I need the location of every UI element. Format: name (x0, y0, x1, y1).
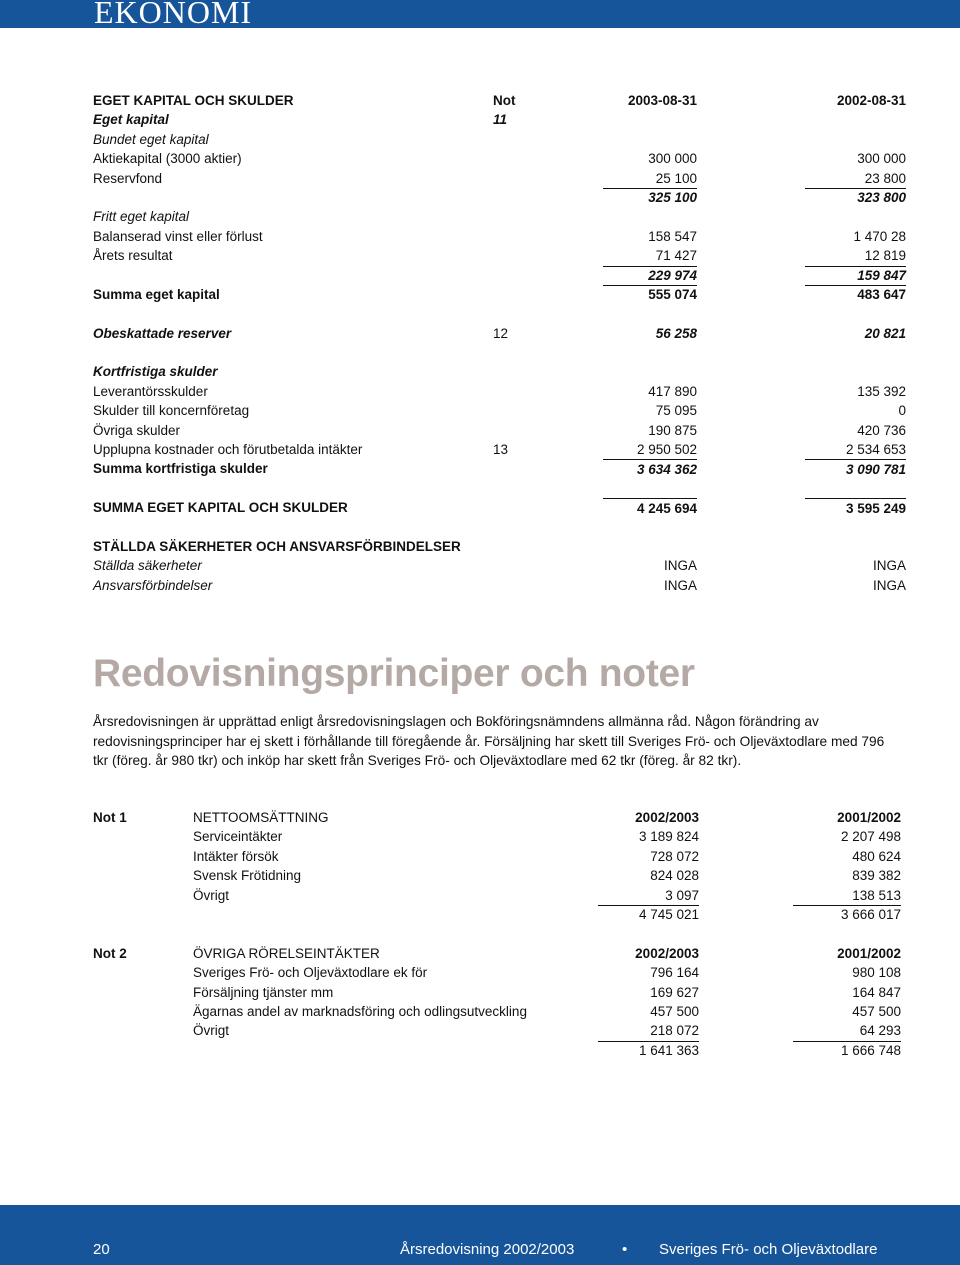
row-value-b: 839 382 (852, 868, 901, 884)
row-label: Övrigt (193, 1023, 230, 1039)
row-value-2003: 325 100 (648, 189, 697, 205)
row-value-b: 2 207 498 (840, 829, 901, 845)
note-total-row (93, 1041, 901, 1060)
row-note: 11 (493, 112, 508, 128)
row-value-2003: 4 245 694 (603, 498, 697, 518)
note-number: Not 2 (93, 945, 127, 961)
table-row (93, 246, 906, 265)
row-value-b: 480 624 (852, 848, 901, 864)
row-label: Leverantörsskulder (93, 383, 208, 399)
table-row (93, 169, 906, 188)
row-label: Balanserad vinst eller förlust (93, 228, 263, 244)
report-title: Årsredovisning 2002/2003 (400, 1241, 575, 1258)
table-row (93, 362, 906, 381)
row-value-2002: 20 821 (864, 325, 906, 341)
total-row (93, 459, 906, 478)
row-value-a: 169 627 (650, 984, 699, 1000)
row-value-2002: 2 534 653 (845, 442, 906, 458)
row-value-2002: 323 800 (857, 189, 906, 205)
row-label: Obeskattade reserver (93, 325, 232, 341)
row-value-2003: 56 258 (655, 325, 697, 341)
top-banner (0, 0, 960, 28)
note-row (93, 827, 901, 846)
row-label: Ansvarsförbindelser (93, 577, 213, 593)
subtotal-row (93, 266, 906, 285)
row-note: 12 (493, 325, 509, 341)
row-value-a: 218 072 (598, 1021, 699, 1041)
row-value-2002: INGA (872, 577, 906, 593)
row-label: Försäljning tjänster mm (193, 984, 334, 1000)
table-row (93, 440, 906, 459)
note-total-row (93, 905, 901, 924)
table-row (93, 556, 906, 575)
row-label: Serviceintäkter (193, 829, 283, 845)
row-value-2002: 159 847 (805, 266, 906, 286)
row-value-2002: 1 470 28 (853, 228, 906, 244)
row-label: STÄLLDA SÄKERHETER OCH ANSVARSFÖRBINDELSER (93, 538, 461, 554)
grand-total-row (93, 498, 906, 517)
row-value-a: 728 072 (650, 848, 699, 864)
row-value-2003: 71 427 (603, 246, 697, 266)
row-value-2002: 300 000 (857, 151, 906, 167)
note-row (93, 1002, 901, 1021)
row-label: Ägarnas andel av marknadsföring och odlingsutveckling (193, 1003, 527, 1019)
note-row (93, 983, 901, 1002)
notes-section (93, 808, 901, 1060)
footer-bar (0, 1205, 960, 1265)
row-value-b: 980 108 (852, 965, 901, 981)
note-col-b: 2001/2002 (837, 810, 901, 825)
row-label: Övrigt (193, 887, 230, 903)
note-col-a: 2002/2003 (635, 945, 699, 961)
balance-sheet-table (93, 91, 906, 595)
row-value-b: 457 500 (852, 1003, 901, 1019)
note-row (93, 886, 901, 905)
total-value-b: 3 666 017 (840, 906, 901, 922)
table-row (93, 110, 906, 129)
row-value-b: 164 847 (852, 984, 901, 1000)
table-title: EGET KAPITAL OCH SKULDER (93, 93, 294, 108)
note-col-a: 2002/2003 (635, 810, 699, 825)
row-label: Eget kapital (93, 112, 169, 128)
note-header-row (93, 944, 901, 963)
note-row (93, 866, 901, 885)
note-row (93, 847, 901, 866)
row-value-2002: INGA (872, 558, 906, 574)
row-value-2003: 300 000 (648, 151, 697, 167)
principles-title: Redovisningsprinciper och noter (93, 652, 695, 695)
row-value-2002: 135 392 (857, 383, 906, 399)
row-value-2003: 190 875 (648, 422, 697, 438)
table-row (93, 401, 906, 420)
row-value-2002: 3 595 249 (805, 498, 906, 518)
bullet-separator: • (622, 1241, 628, 1258)
row-value-a: 3 097 (598, 886, 699, 906)
row-label: Ställda säkerheter (93, 558, 202, 574)
row-label: Årets resultat (93, 248, 173, 264)
table-header-row (93, 91, 906, 110)
row-label: Aktiekapital (3000 aktier) (93, 151, 242, 167)
row-label: Upplupna kostnader och förutbetalda intäkter (93, 442, 363, 458)
total-value-a: 1 641 363 (638, 1042, 699, 1058)
row-label: Fritt eget kapital (93, 209, 190, 225)
row-label: SUMMA EGET KAPITAL OCH SKULDER (93, 500, 348, 516)
table-row (93, 576, 906, 595)
note-heading: NETTOOMSÄTTNING (193, 810, 329, 825)
row-note: 13 (493, 442, 509, 458)
note-row (93, 1021, 901, 1040)
row-label: Skulder till koncernföretag (93, 403, 250, 419)
row-value-a: 796 164 (650, 965, 699, 981)
row-value-2003: 3 634 362 (603, 459, 697, 479)
row-label: Summa kortfristiga skulder (93, 461, 268, 477)
row-label: Intäkter försök (193, 848, 279, 864)
row-value-2003: INGA (663, 558, 697, 574)
section-heading: EKONOMI (94, 0, 253, 30)
total-row (93, 285, 906, 304)
table-row (93, 227, 906, 246)
row-value-2002: 0 (898, 403, 906, 419)
row-label: Svensk Frötidning (193, 868, 302, 884)
note-row (93, 963, 901, 982)
row-value-2003: 25 100 (603, 169, 697, 189)
row-value-2003: INGA (663, 577, 697, 593)
row-label: Kortfristiga skulder (93, 364, 218, 380)
row-value-2002: 420 736 (857, 422, 906, 438)
row-value-b: 138 513 (793, 886, 901, 906)
row-value-a: 3 189 824 (638, 829, 699, 845)
note-heading: ÖVRIGA RÖRELSEINTÄKTER (193, 945, 380, 961)
row-value-2003: 2 950 502 (636, 442, 697, 458)
note-number: Not 1 (93, 810, 127, 825)
row-value-2003: 229 974 (603, 266, 697, 286)
col-header-note: Not (493, 93, 516, 108)
table-row (93, 537, 906, 556)
row-value-2002: 23 800 (805, 169, 906, 189)
organization-name: Sveriges Frö- och Oljeväxtodlare (659, 1241, 878, 1258)
table-row (93, 207, 906, 226)
row-value-a: 824 028 (650, 868, 699, 884)
row-value-a: 457 500 (650, 1003, 699, 1019)
table-row (93, 130, 906, 149)
row-value-b: 64 293 (793, 1021, 901, 1041)
principles-paragraph: Årsredovisningen är upprättad enligt årsredovisningslagen och Bokföringsnämndens allmänna råd. Någon förändring av redovisningsprinciper har ej skett i förhållande till föregående år. Försäljning har skett till Sveriges Frö- och Oljeväxtodlare med 796 tkr (föreg. år 980 tkr) och inköp har skett från Sveriges Frö- och Oljeväxtodlare med 62 tkr (föreg. år 82 tkr). (93, 714, 885, 768)
row-value-2003: 75 095 (655, 403, 697, 419)
total-value-b: 1 666 748 (840, 1042, 901, 1058)
subtotal-row (93, 188, 906, 207)
row-label: Bundet eget kapital (93, 131, 209, 147)
row-value-2002: 12 819 (805, 246, 906, 266)
row-label: Reservfond (93, 170, 163, 186)
row-value-2003: 555 074 (648, 286, 697, 302)
total-value-a: 4 745 021 (638, 906, 699, 922)
row-value-2003: 158 547 (648, 228, 697, 244)
row-value-2002: 483 647 (857, 286, 906, 302)
row-label: Summa eget kapital (93, 286, 220, 302)
note-col-b: 2001/2002 (837, 945, 901, 961)
page-number: 20 (93, 1241, 110, 1258)
row-value-2002: 3 090 781 (805, 459, 906, 479)
col-header-2002: 2002-08-31 (836, 93, 906, 108)
note-header-row (93, 808, 901, 827)
col-header-2003: 2003-08-31 (627, 93, 697, 108)
table-row (93, 382, 906, 401)
table-row (93, 149, 906, 168)
row-label: Övriga skulder (93, 422, 181, 438)
row-value-2003: 417 890 (648, 383, 697, 399)
row-label: Sveriges Frö- och Oljeväxtodlare ek för (193, 965, 428, 981)
table-row (93, 421, 906, 440)
table-row (93, 324, 906, 343)
